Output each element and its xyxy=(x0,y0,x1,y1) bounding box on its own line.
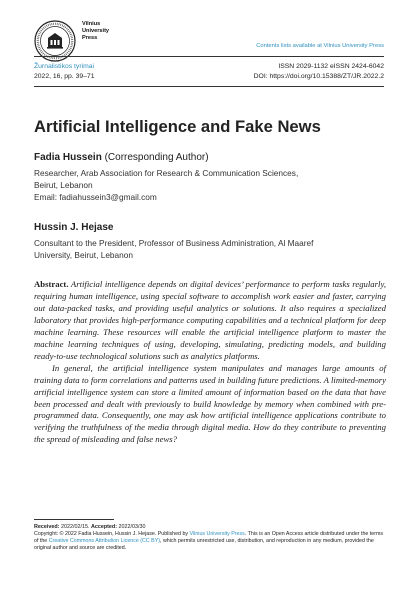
header-divider xyxy=(34,56,384,57)
author-role: (Corresponding Author) xyxy=(101,152,209,163)
received-date: 2022/02/15. xyxy=(59,524,91,530)
affiliation-line: Researcher, Arab Association for Research & Communication Sciences, xyxy=(34,168,299,178)
accepted-date: 2022/03/30 xyxy=(117,524,146,530)
affiliation-line: Consultant to the President, Professor of Business Administration, Al Maaref xyxy=(34,238,314,248)
header-divider-bottom xyxy=(34,86,384,87)
author-2-affiliation xyxy=(34,237,394,261)
copyright-text: Copyright: © 2022 Fadia Hussein, Hussin J. Hejase. Published by xyxy=(34,531,190,537)
abstract-paragraph-2: In general, the artificial intelligence system manipulates and manages large amounts of training data to form correlations and patterns used in building future predictions. A limited-memory artificial intelligence system can store a limited amount of information based on the data that have been processed and dealt with previously to build knowledge by memory when combined with pre-programmed data. Consequently, one may ask how artificial intelligence applications contribute to verifying the truthfulness of the media through digital media. How do they contribute to preventing the spread of misleading and false news? xyxy=(34,362,386,445)
journal-name-link[interactable]: Žurnalistikos tyrimai xyxy=(34,63,95,70)
article-title: Artificial Intelligence and Fake News xyxy=(34,117,321,136)
accepted-label: Accepted: xyxy=(90,524,118,530)
publisher-link[interactable]: Vilnius University Press xyxy=(189,531,245,537)
issn: ISSN 2029-1132 eISSN 2424-6042 xyxy=(278,63,384,70)
press-name-line: University xyxy=(82,28,110,34)
author-name: Fadia Hussein xyxy=(34,152,102,163)
abstract-label: Abstract. xyxy=(34,279,69,289)
footer-divider xyxy=(34,519,114,520)
copyright-notice xyxy=(34,531,386,552)
abstract xyxy=(34,279,386,446)
volume-pages: 2022, 16, pp. 39–71 xyxy=(34,73,95,80)
author-2-name: Hussin J. Hejase xyxy=(34,222,114,233)
author-1-affiliation xyxy=(34,167,394,203)
copyright-text: , which permits unrestricted use, distribution, and reproduction in any medium, provided the original author and source are credited. xyxy=(34,537,374,551)
abstract-text: Artificial intelligence depends on digital devices’ performance to perform tasks regularly, requiring human intelligence, using special software to accomplish work easier and faster, carrying out data-packed tasks, and providing useful analytics or solutions. It also requires a specialized laboratory that provides high-performance computing capabilities and a technical platform for deep machine learning. These resources will enable the artificial intelligence platform to master the machine learning techniques of using, developing, simulating, predicting models, and building ready-to-use technological solutions such as analytics platforms. xyxy=(34,279,386,361)
received-accepted-dates xyxy=(34,524,146,530)
license-link[interactable]: Creative Commons Attribution Licence (CC BY) xyxy=(48,537,161,544)
copyright-text: . This is an Open Access article distributed under the terms of the xyxy=(34,531,384,544)
press-name-line: Vilnius xyxy=(82,21,101,27)
author-email[interactable]: Email: fadiahussein3@gmail.com xyxy=(34,192,157,202)
abstract-paragraph-1 xyxy=(34,279,386,363)
press-name xyxy=(82,21,142,42)
affiliation-line: University, Beirut, Lebanon xyxy=(34,250,133,260)
doi: DOI: https://doi.org/10.15388/ZT/JR.2022.2 xyxy=(253,73,384,80)
press-name-line: Press xyxy=(82,35,98,41)
author-1-name xyxy=(34,152,209,163)
affiliation-line: Beirut, Lebanon xyxy=(34,180,93,190)
contents-lists-link[interactable]: Contents lists available at Vilnius University Press xyxy=(256,43,384,49)
received-label: Received: xyxy=(34,524,60,530)
